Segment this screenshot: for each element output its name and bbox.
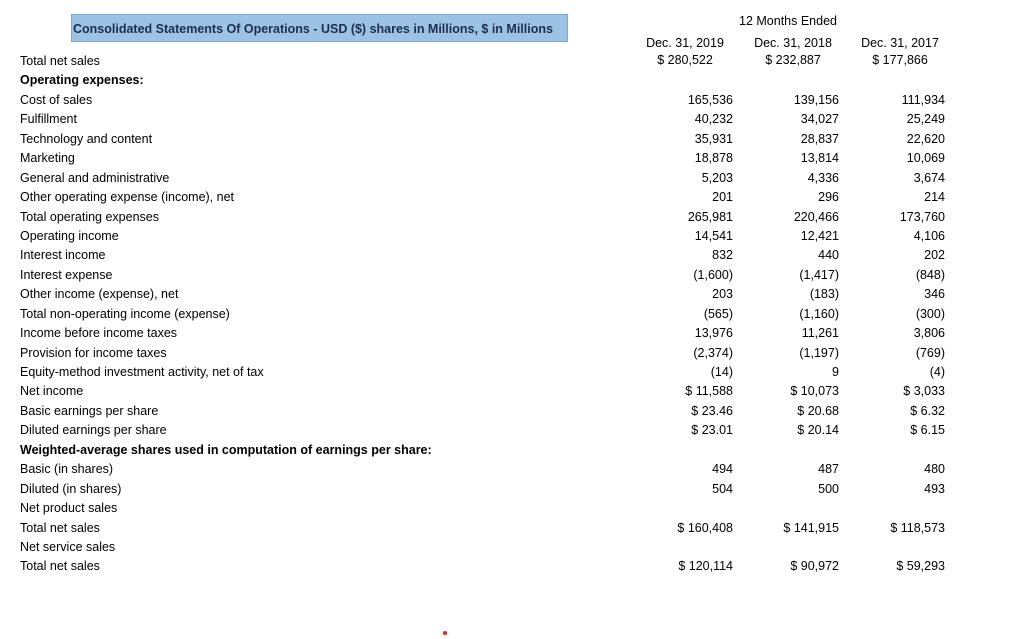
table-row (0, 305, 1030, 324)
row-label: Diluted earnings per share (20, 423, 167, 438)
row-label: Diluted (in shares) (20, 481, 122, 496)
table-row (0, 480, 1030, 499)
stray-mark (443, 631, 447, 635)
row-value: 11,261 (801, 326, 839, 341)
table-row (0, 557, 1030, 576)
row-value: 165,536 (687, 92, 733, 107)
row-label: Provision for income taxes (20, 345, 167, 360)
row-value: $ 141,915 (783, 520, 839, 535)
table-row (0, 382, 1030, 401)
row-value: 494 (712, 462, 733, 477)
row-value: 14,541 (694, 228, 733, 243)
row-value: $ 118,573 (890, 520, 945, 535)
row-label: Other income (expense), net (20, 287, 179, 302)
statement-rows (0, 52, 1030, 577)
row-label: Interest income (20, 248, 106, 263)
row-value: $ 160,408 (677, 520, 733, 535)
table-row (0, 110, 1030, 129)
row-value: 34,027 (800, 112, 839, 127)
table-row (0, 285, 1030, 304)
row-value: 220,466 (793, 209, 839, 224)
row-value: 13,976 (694, 326, 733, 341)
table-row (0, 246, 1030, 265)
row-value: 832 (712, 248, 733, 263)
row-value: 28,837 (800, 131, 839, 146)
table-row (0, 149, 1030, 168)
row-label: Net product sales (20, 501, 118, 516)
row-value: 346 (924, 287, 945, 302)
table-row (0, 188, 1030, 207)
table-row (0, 441, 1030, 460)
row-label: Basic (in shares) (20, 462, 114, 477)
row-value: (300) (915, 306, 945, 321)
column-date: Dec. 31, 2019 (646, 36, 724, 50)
table-row (0, 266, 1030, 285)
row-label: Operating income (20, 228, 119, 243)
row-value: (1,197) (799, 345, 839, 360)
row-label: Total net sales (20, 54, 100, 68)
table-row (0, 91, 1030, 110)
row-label: Basic earnings per share (20, 403, 159, 418)
row-label: Interest expense (20, 267, 113, 282)
table-row (0, 52, 1030, 71)
table-row (0, 402, 1030, 421)
row-value: $ 3,033 (903, 384, 945, 399)
row-value: 13,814 (800, 151, 839, 166)
column-date: Dec. 31, 2018 (754, 36, 832, 50)
row-label: Total operating expenses (20, 209, 159, 224)
row-value: 35,931 (694, 131, 733, 146)
row-value: (565) (703, 306, 733, 321)
row-value: (2,374) (693, 345, 733, 360)
row-value: 22,620 (906, 131, 945, 146)
row-value: 440 (818, 248, 839, 263)
row-value: $ 23.01 (691, 423, 733, 438)
row-value: $ 120,114 (678, 559, 733, 574)
row-label: Net income (20, 384, 84, 399)
period-header: 12 Months Ended (739, 14, 837, 28)
column-total-sales: $ 177,866 (872, 53, 928, 67)
row-value: 296 (818, 190, 839, 205)
row-label: Total net sales (20, 559, 100, 574)
table-row (0, 421, 1030, 440)
statement-title: Consolidated Statements Of Operations - USD ($) shares in Millions, $ in Millions (73, 22, 553, 36)
row-value: 265,981 (687, 209, 733, 224)
row-value: $ 10,073 (790, 384, 839, 399)
row-value: 4,106 (913, 228, 945, 243)
row-label: Technology and content (20, 131, 153, 146)
row-value: $ 11,588 (685, 384, 733, 399)
row-value: (1,600) (693, 267, 733, 282)
row-value: (1,417) (799, 267, 839, 282)
table-row (0, 538, 1030, 557)
row-value: $ 20.68 (797, 403, 839, 418)
row-value: 173,760 (899, 209, 945, 224)
row-label: Operating expenses: (20, 73, 144, 88)
table-row (0, 208, 1030, 227)
row-value: (183) (809, 287, 839, 302)
row-label: Cost of sales (20, 92, 93, 107)
row-value: 40,232 (694, 112, 733, 127)
row-value: 4,336 (807, 170, 839, 185)
row-value: (848) (915, 267, 945, 282)
row-value: 5,203 (701, 170, 733, 185)
row-value: 493 (924, 481, 945, 496)
row-value: 139,156 (793, 92, 839, 107)
table-row (0, 71, 1030, 90)
row-label: Weighted-average shares used in computation of earnings per share: (20, 442, 432, 457)
table-row (0, 519, 1030, 538)
column-date: Dec. 31, 2017 (861, 36, 939, 50)
row-value: 201 (712, 190, 733, 205)
row-value: 25,249 (906, 112, 945, 127)
table-row (0, 499, 1030, 518)
table-row (0, 363, 1030, 382)
row-value: (14) (710, 365, 733, 379)
row-value: 504 (712, 481, 733, 496)
column-total-sales: $ 232,887 (765, 53, 821, 67)
row-label: Marketing (20, 151, 75, 166)
row-value: 203 (712, 287, 733, 302)
row-value: 18,878 (694, 151, 733, 166)
row-value: 12,421 (800, 228, 839, 243)
table-row (0, 227, 1030, 246)
table-row (0, 130, 1030, 149)
row-label: Net service sales (20, 539, 116, 554)
column-total-sales: $ 280,522 (657, 53, 713, 67)
row-value: 202 (924, 248, 945, 263)
row-value: $ 6.32 (910, 403, 945, 418)
row-value: (769) (915, 345, 945, 360)
table-row (0, 324, 1030, 343)
row-value: 214 (924, 190, 945, 205)
row-value: (1,160) (799, 306, 839, 321)
row-value: 9 (832, 365, 839, 379)
row-label: Equity-method investment activity, net of tax (20, 365, 264, 379)
row-label: Total non-operating income (expense) (20, 306, 230, 321)
table-row (0, 460, 1030, 479)
row-value: 487 (818, 462, 839, 477)
row-value: $ 23.46 (691, 403, 733, 418)
row-value: $ 59,293 (896, 559, 945, 574)
row-label: Income before income taxes (20, 326, 178, 341)
row-value: 480 (924, 462, 945, 477)
row-value: $ 20.14 (797, 423, 839, 438)
row-value: (4) (929, 365, 945, 379)
row-label: Other operating expense (income), net (20, 190, 235, 205)
row-label: Total net sales (20, 520, 100, 535)
row-value: $ 6.15 (910, 423, 945, 438)
row-value: 500 (818, 481, 839, 496)
row-value: 111,934 (901, 92, 945, 107)
row-label: Fulfillment (20, 112, 77, 127)
row-value: $ 90,972 (790, 559, 839, 574)
row-value: 10,069 (906, 151, 945, 166)
row-value: 3,674 (913, 170, 945, 185)
row-value: 3,806 (913, 326, 945, 341)
table-row (0, 344, 1030, 363)
table-row (0, 169, 1030, 188)
row-label: General and administrative (20, 170, 170, 185)
